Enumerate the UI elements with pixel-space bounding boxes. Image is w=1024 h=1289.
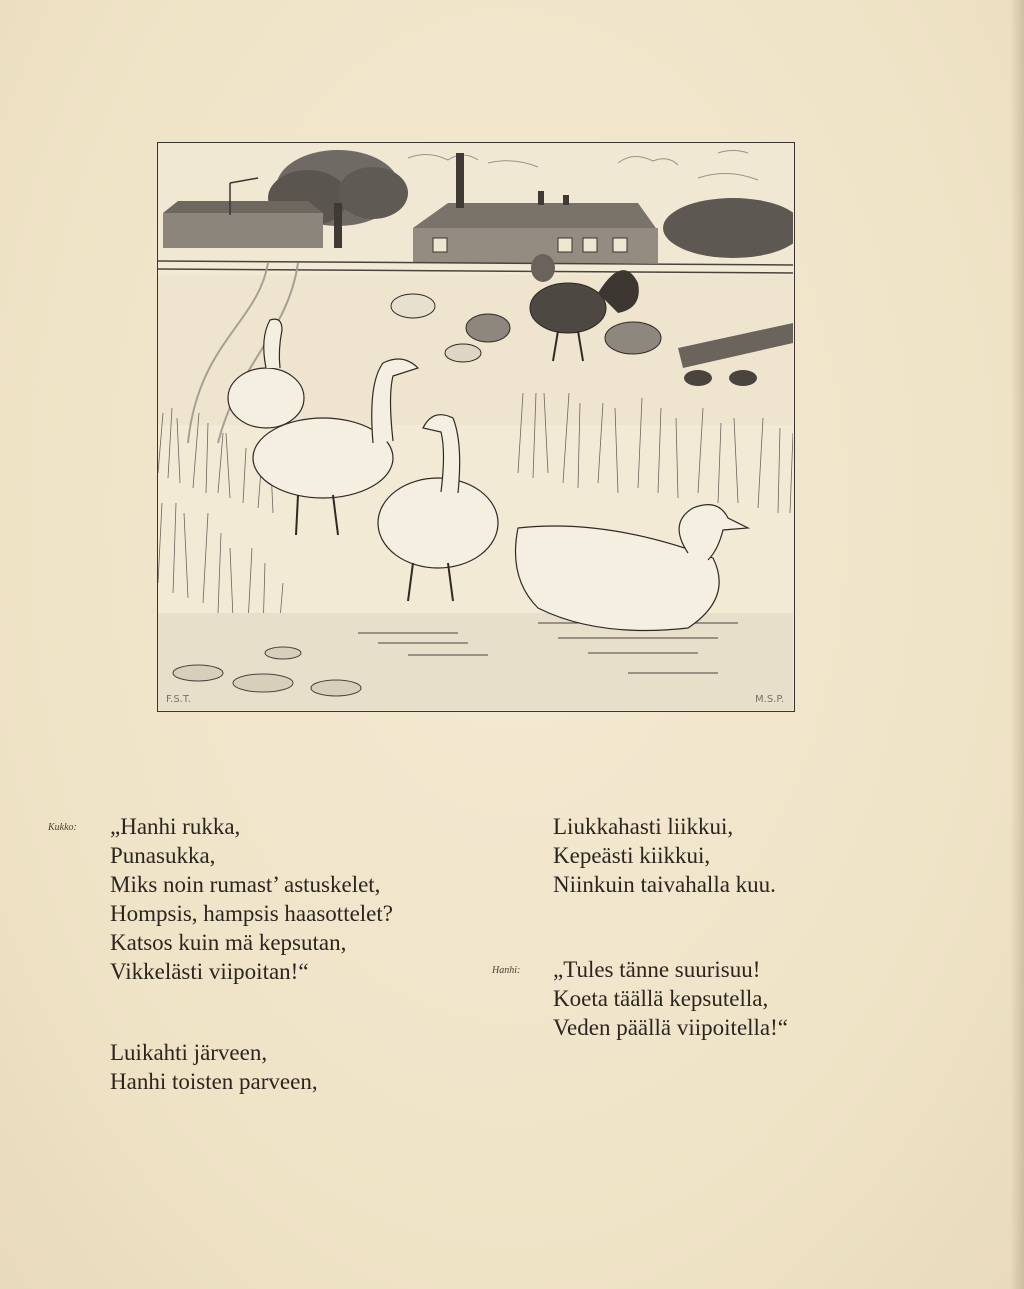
verse-line: Veden päällä viipoitella!“: [553, 1015, 789, 1040]
verse-line: Katsos kuin mä kepsutan,: [110, 930, 347, 955]
verse-line: Liukkahasti liikkui,: [553, 814, 734, 839]
illustrator-signature-left: F.S.T.: [166, 694, 191, 705]
verse-line: Vikkelästi viipoitan!“: [110, 959, 309, 984]
farmyard-drawing: [158, 143, 793, 710]
verse-line: Niinkuin taivahalla kuu.: [553, 872, 776, 897]
verse-line: „Hanhi rukka,: [110, 814, 241, 839]
pond: [158, 613, 793, 710]
page-edge-shadow: [1010, 0, 1024, 1289]
verse-line: „Tules tänne suurisuu!: [553, 957, 761, 982]
speaker-hanhi: Hanhi:: [492, 965, 521, 976]
speaker-kukko: Kukko:: [48, 822, 77, 833]
verse-line: Koeta täällä kepsutella,: [553, 986, 769, 1011]
left-stanza-2: [110, 1038, 318, 1096]
verse-line: Miks noin rumast’ astuskelet,: [110, 872, 381, 897]
verse-line: Luikahti järveen,: [110, 1040, 268, 1065]
right-stanza-1: [553, 812, 776, 899]
verse-line: Kepeästi kiikkui,: [553, 843, 711, 868]
verse-line: Punasukka,: [110, 843, 216, 868]
illustrator-signature-right: M.S.P.: [755, 694, 784, 705]
verse-line: Hompsis, hampsis haasottelet?: [110, 901, 393, 926]
verse-line: Hanhi toisten parveen,: [110, 1069, 318, 1094]
right-stanza-2: [553, 955, 788, 1042]
left-stanza-1: [110, 812, 393, 986]
illustration-farmyard: [157, 142, 795, 712]
